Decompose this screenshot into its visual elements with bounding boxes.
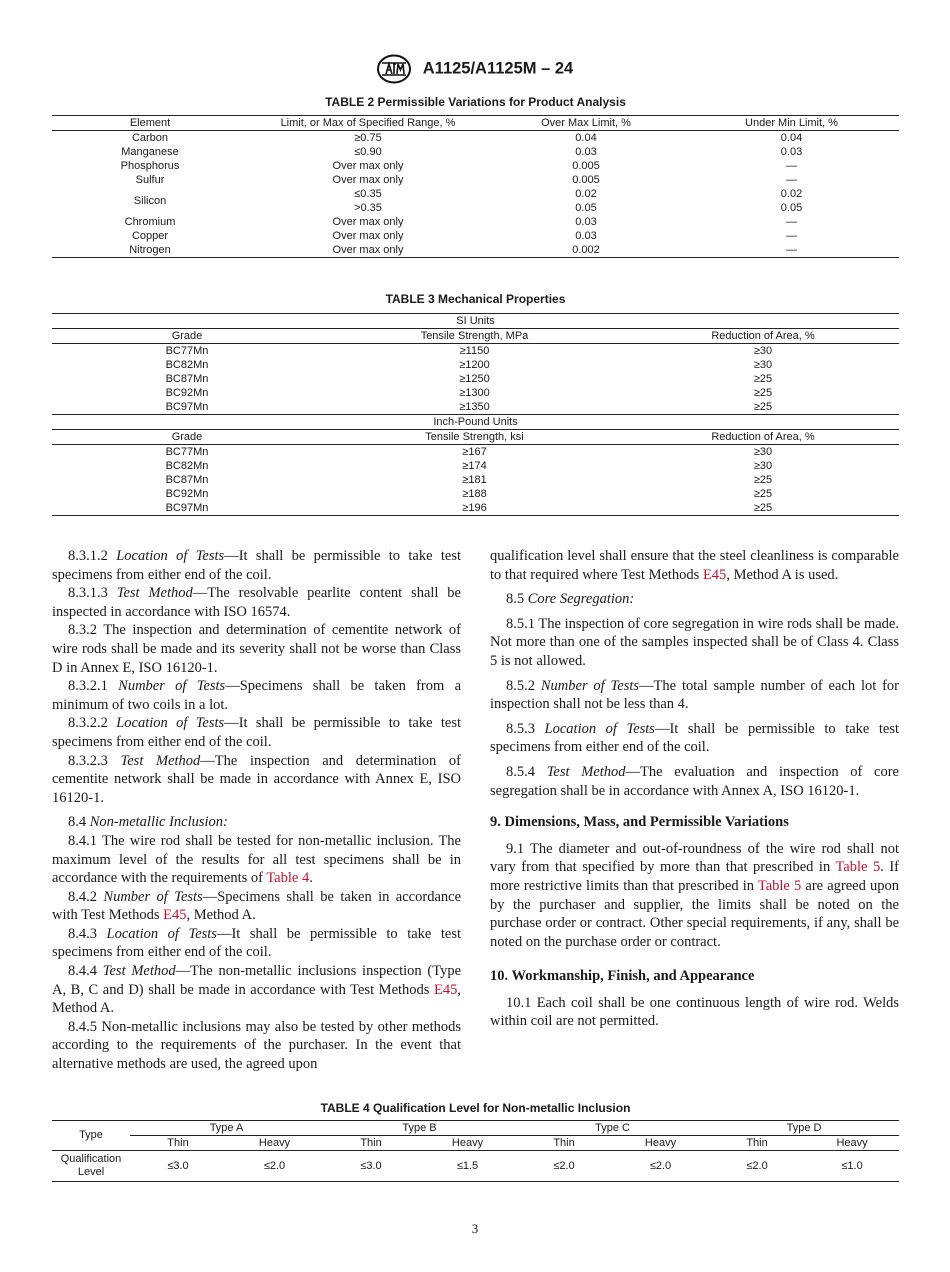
table-header-cell: Thin xyxy=(709,1136,805,1151)
table-cell: ≥30 xyxy=(753,358,773,371)
table-cell: ≤1.5 xyxy=(419,1151,516,1182)
table3-caption: TABLE 3 Mechanical Properties xyxy=(385,292,566,306)
table-cell: — xyxy=(786,215,797,228)
table-cell: ≥188 xyxy=(462,487,487,500)
left-column xyxy=(52,547,461,1074)
table-header-cell: Thin xyxy=(323,1136,419,1151)
table-cell: 0.005 xyxy=(572,173,600,186)
table-cell: >0.35 xyxy=(354,201,382,214)
table-cell: ≤1.0 xyxy=(805,1151,899,1182)
table-header-cell: Grade xyxy=(52,430,322,445)
table-header-cell: Heavy xyxy=(805,1136,899,1151)
table-cell: Manganese xyxy=(121,145,179,158)
table-header-cell: Tensile Strength, MPa xyxy=(322,329,627,344)
table-cell: BC92Mn xyxy=(165,386,209,399)
table-cell: BC87Mn xyxy=(165,372,209,385)
table-row xyxy=(52,459,899,473)
para-8-3-2-2: 8.3.2.2 Location of Tests—It shall be permissible to take test specimens from either end of the coil. xyxy=(52,715,461,750)
table-cell: BC97Mn xyxy=(52,501,322,516)
para-8-3-1-2: 8.3.1.2 Location of Tests—It shall be permissible to take test specimens from either end of the coil. xyxy=(52,548,461,583)
para-8-5-1: 8.5.1 The inspection of core segregation in wire rods shall be made. Not more than one of the samples inspected shall be of Class 4. Class 5 is not allowed. xyxy=(490,615,899,669)
table-row xyxy=(52,187,899,201)
table-row xyxy=(52,386,899,400)
table-cell: Sulfur xyxy=(135,173,165,186)
para-8-4-5: 8.4.5 Non-metallic inclusions may also be tested by other methods according to the requirements of the purchaser. In the event that alternative methods are used, the agreed upon xyxy=(52,1018,461,1073)
table3-ip-label: Inch-Pound Units xyxy=(52,415,899,430)
table5-link[interactable]: Table 5 xyxy=(757,877,802,894)
table3-si-header-row xyxy=(52,329,899,344)
astm-logo-icon xyxy=(377,54,411,84)
para-8-5-4: 8.5.4 Test Method—The evaluation and inspection of core segregation shall be in accordance with Annex A, ISO 16120-1. xyxy=(490,763,899,799)
table4-group: Type D xyxy=(709,1121,899,1136)
standard-designation: A1125/A1125M – 24 xyxy=(422,59,574,78)
para-continued: qualification level shall ensure that the steel cleanliness is comparable to that required where Test Methods E45, Method A is used. xyxy=(490,548,899,583)
table3-ip-header-row xyxy=(52,430,899,445)
table-cell: ≤0.35 xyxy=(354,187,382,200)
table-cell: ≥181 xyxy=(462,473,487,486)
table-header-cell: Thin xyxy=(130,1136,226,1151)
e45-link[interactable]: E45 xyxy=(434,981,458,998)
table-cell: ≥196 xyxy=(322,501,627,516)
e45-link[interactable]: E45 xyxy=(702,566,727,583)
table-header-cell: Heavy xyxy=(612,1136,709,1151)
table-cell: Chromium xyxy=(124,215,176,228)
table2-caption: TABLE 2 Permissible Variations for Product Analysis xyxy=(325,95,626,109)
table-cell: BC82Mn xyxy=(165,459,209,472)
para-8-5-2: 8.5.2 Number of Tests—The total sample number of each lot for inspection shall not be less than 4. xyxy=(490,677,900,713)
table4-type-label: Type xyxy=(52,1121,130,1151)
para-8-3-2-1: 8.3.2.1 Number of Tests—Specimens shall be taken from a minimum of two coils in a lot. xyxy=(52,678,462,713)
para-8-4-4: 8.4.4 Test Method—The non-metallic inclusions inspection (Type A, B, C and D) shall be made in accordance with Test Methods E45, Method A. xyxy=(52,963,462,1017)
table4-link[interactable]: Table 4 xyxy=(266,870,310,887)
para-9-1: 9.1 The diameter and out-of-roundness of the wire rod shall not vary from that specified by more than that prescribed in Table 5. If more restrictive limits than that prescribed in Table 5 are agreed upon by the purchaser and supplier, the limits shall be noted on the purchase order or contract. Other special requirements, if any, shall be noted on the purchase order or contract. xyxy=(490,840,899,950)
section-9-heading: 9. Dimensions, Mass, and Permissible Variations xyxy=(490,814,789,831)
table-cell: BC92Mn xyxy=(165,487,209,500)
table4 xyxy=(52,1120,899,1182)
table-cell: ≤3.0 xyxy=(323,1151,419,1182)
table-cell: ≤2.0 xyxy=(709,1151,805,1182)
table-cell: ≤2.0 xyxy=(612,1151,709,1182)
table-header-cell: Heavy xyxy=(226,1136,323,1151)
table-cell: BC87Mn xyxy=(165,473,209,486)
table-cell: 0.03 xyxy=(575,145,597,158)
table-row xyxy=(52,400,899,415)
para-8-5-3: 8.5.3 Location of Tests—It shall be permissible to take test specimens from either end of the coil. xyxy=(490,720,900,756)
table-row xyxy=(52,229,899,243)
table-cell: BC77Mn xyxy=(165,344,209,357)
table-cell: 0.03 xyxy=(575,215,597,228)
table2-header-cell: Over Max Limit, % xyxy=(488,116,684,131)
table-cell: 0.05 xyxy=(575,201,597,214)
table-cell: ≥1300 xyxy=(459,386,490,399)
table-row xyxy=(52,501,899,516)
table-row xyxy=(52,473,899,487)
table-row xyxy=(52,131,899,146)
table-cell: 0.03 xyxy=(575,229,597,242)
table2 xyxy=(52,115,899,258)
table-cell: Over max only xyxy=(248,243,488,258)
table-row xyxy=(52,372,899,386)
table-header-cell: Tensile Strength, ksi xyxy=(322,430,627,445)
table-cell: ≥30 xyxy=(753,445,773,458)
table-cell: ≥25 xyxy=(753,487,773,500)
table2-header-cell: Element xyxy=(52,116,248,131)
table4-group-row xyxy=(52,1121,899,1136)
table-cell: 0.02 xyxy=(575,187,597,200)
section-10-heading: 10. Workmanship, Finish, and Appearance xyxy=(490,968,755,985)
para-8-3-2-3: 8.3.2.3 Test Method—The inspection and determination of cementite network shall be made in accordance with Annex E, ISO 16120-1. xyxy=(52,752,462,806)
table-cell: 0.03 xyxy=(780,145,803,158)
table-cell: 0.04 xyxy=(780,131,803,144)
table-row xyxy=(52,445,899,460)
table-row xyxy=(52,487,899,501)
table-cell: ≥0.75 xyxy=(354,131,382,144)
table-cell: Silicon xyxy=(133,194,167,207)
table4-group: Type A xyxy=(130,1121,323,1136)
table-cell: ≥25 xyxy=(753,386,773,399)
table-cell: Over max only xyxy=(332,159,404,172)
table-cell: Over max only xyxy=(332,215,404,228)
table4-group: Type B xyxy=(323,1121,516,1136)
table-cell: ≤2.0 xyxy=(226,1151,323,1182)
table-cell: ≥25 xyxy=(753,372,773,385)
table4-caption: TABLE 4 Qualification Level for Non-metallic Inclusion xyxy=(320,1101,631,1115)
table-cell: — xyxy=(786,173,797,186)
table4-subheader-row xyxy=(52,1136,899,1151)
table3-si-label: SI Units xyxy=(52,314,899,329)
table-cell: ≤3.0 xyxy=(130,1151,226,1182)
para-8-3-2: 8.3.2 The inspection and determination of cementite network of wire rods shall be made and its severity shall not be worse than Class D in Annex E, ISO 16120-1. xyxy=(52,622,461,676)
table3 xyxy=(52,313,899,516)
table-cell: ≥25 xyxy=(753,400,773,413)
table-cell: Phosphorus xyxy=(120,159,180,172)
table-row xyxy=(52,1151,899,1182)
para-8-4-1: 8.4.1 The wire rod shall be tested for non-metallic inclusion. The maximum level of the results for all test specimens shall be in accordance with the requirements of Table 4. xyxy=(52,832,461,887)
table2-header-cell: Under Min Limit, % xyxy=(684,116,899,131)
table-cell: Copper xyxy=(131,229,169,242)
table-header-cell: Heavy xyxy=(419,1136,516,1151)
page-number: 3 xyxy=(471,1221,479,1236)
table-cell: ≥1350 xyxy=(459,400,490,413)
table-cell: — xyxy=(786,159,797,172)
table-cell: BC82Mn xyxy=(165,358,209,371)
table4-row-label: Qualification Level xyxy=(52,1151,130,1182)
para-8-3-1-3: 8.3.1.3 Test Method—The resolvable pearlite content shall be inspected in accordance with ISO 16574. xyxy=(52,585,461,620)
table-row xyxy=(52,358,899,372)
table-cell: ≥167 xyxy=(462,445,487,458)
table-cell: BC97Mn xyxy=(165,400,209,413)
table2-header-cell: Limit, or Max of Specified Range, % xyxy=(248,116,488,131)
table-cell: ≥1250 xyxy=(459,372,490,385)
table4-group: Type C xyxy=(516,1121,709,1136)
table-row xyxy=(52,215,899,229)
table-cell: Over max only xyxy=(332,173,404,186)
table-row xyxy=(52,145,899,159)
table-row xyxy=(52,344,899,359)
para-8-4: 8.4 Non-metallic Inclusion: xyxy=(68,814,228,831)
table-cell: ≥1150 xyxy=(459,344,490,357)
table5-link[interactable]: Table 5 xyxy=(835,859,881,876)
e45-link[interactable]: E45 xyxy=(163,907,187,924)
table-cell: — xyxy=(786,229,797,242)
table-cell: 0.05 xyxy=(780,201,803,214)
page-header xyxy=(0,54,950,84)
table2-header-row xyxy=(52,116,899,131)
table-cell: ≥25 xyxy=(753,473,773,486)
table-cell: 0.04 xyxy=(575,131,597,144)
table-header-cell: Reduction of Area, % xyxy=(627,329,899,344)
para-8-4-3: 8.4.3 Location of Tests—It shall be permissible to take test specimens from either end of the coil. xyxy=(52,925,462,961)
table-cell: 0.005 xyxy=(572,159,600,172)
table-row xyxy=(52,173,899,187)
table-cell: ≥174 xyxy=(462,459,487,472)
table-header-cell: Thin xyxy=(516,1136,612,1151)
para-10-1: 10.1 Each coil shall be one continuous length of wire rod. Welds within coil are not permitted. xyxy=(490,994,899,1030)
table-header-cell: Grade xyxy=(52,329,322,344)
table-cell: ≥30 xyxy=(753,459,773,472)
table-header-cell: Reduction of Area, % xyxy=(627,430,899,445)
table-row xyxy=(52,159,899,173)
table-cell: ≥25 xyxy=(627,501,899,516)
para-8-5: 8.5 Core Segregation: xyxy=(506,591,635,608)
table-cell: ≤0.90 xyxy=(354,145,382,158)
right-column xyxy=(490,547,899,1031)
table-cell: Carbon xyxy=(131,131,169,144)
table-cell: — xyxy=(684,243,899,258)
table-cell: 0.02 xyxy=(780,187,803,200)
table-cell: ≥30 xyxy=(753,344,773,357)
table-cell: Nitrogen xyxy=(52,243,248,258)
table-row xyxy=(52,243,899,258)
table-cell: ≤2.0 xyxy=(516,1151,612,1182)
para-8-4-2: 8.4.2 Number of Tests—Specimens shall be taken in accordance with Test Methods E45, Method A. xyxy=(52,888,461,924)
table-cell: Over max only xyxy=(332,229,404,242)
table-cell: BC77Mn xyxy=(165,445,209,458)
table-cell: ≥1200 xyxy=(459,358,490,371)
table-cell: 0.002 xyxy=(488,243,684,258)
